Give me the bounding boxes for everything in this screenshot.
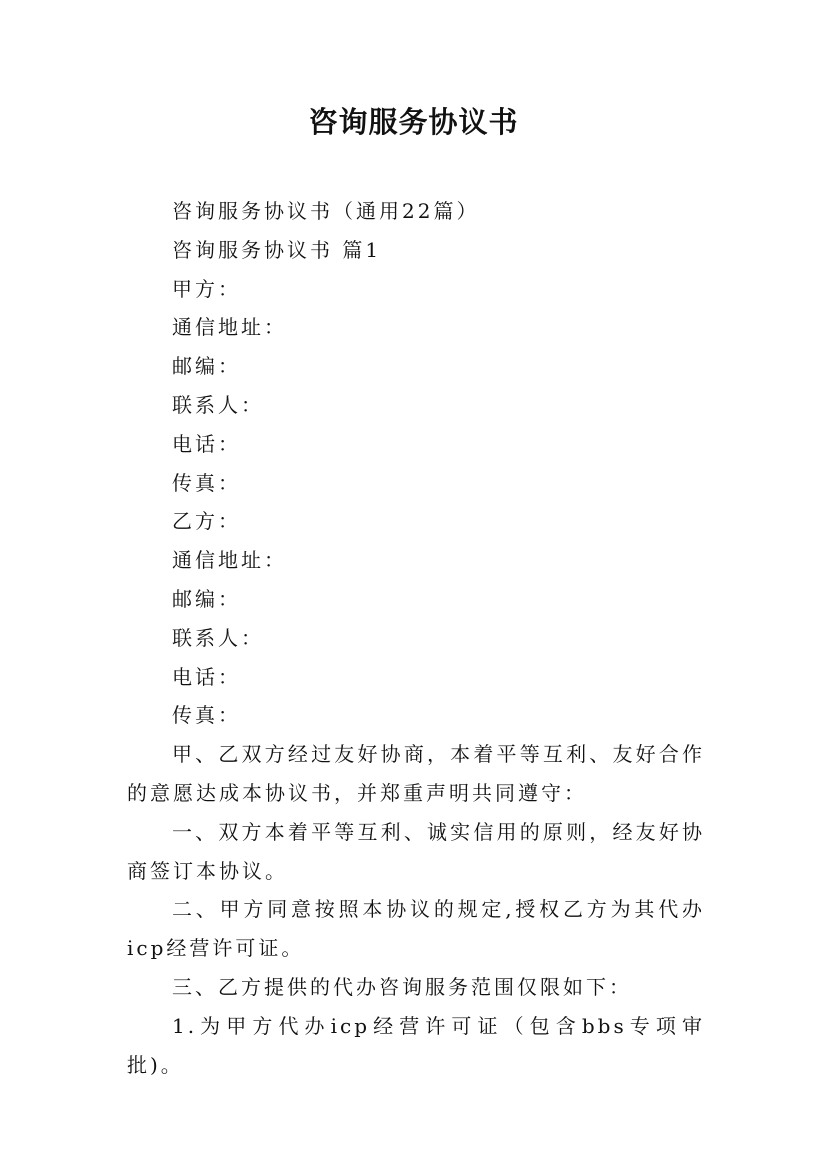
party-a-address: 通信地址： bbox=[172, 315, 287, 340]
agreement-paragraph: 甲、乙双方经过友好协商，本着平等互利、友好合作的意愿达成本协议书，并郑重声明共同遵守： bbox=[127, 742, 705, 805]
party-a-label: 甲方： bbox=[172, 276, 241, 301]
party-a-postcode: 邮编： bbox=[172, 354, 241, 379]
party-a-fax: 传真： bbox=[172, 470, 241, 495]
party-a-phone: 电话： bbox=[172, 431, 241, 456]
party-b-label: 乙方： bbox=[172, 509, 241, 534]
agreement-paragraph: 一、双方本着平等互利、诚实信用的原则，经友好协商签订本协议。 bbox=[127, 819, 705, 883]
party-b-fax: 传真： bbox=[172, 703, 241, 728]
document-subtitle: 咨询服务协议书（通用22篇） bbox=[172, 199, 480, 223]
document-body bbox=[127, 192, 705, 1084]
document-title: 咨询服务协议书 bbox=[308, 105, 519, 139]
party-b-phone: 电话： bbox=[172, 664, 241, 689]
party-a-contact: 联系人： bbox=[172, 392, 264, 417]
agreement-paragraph: 二、甲方同意按照本协议的规定,授权乙方为其代办icp经营许可证。 bbox=[127, 897, 705, 961]
party-b-postcode: 邮编： bbox=[172, 586, 241, 611]
party-b-address: 通信地址： bbox=[172, 548, 287, 573]
agreement-paragraph: 三、乙方提供的代办咨询服务范围仅限如下： bbox=[172, 974, 632, 999]
agreement-paragraph: 1.为甲方代办icp经营许可证（包含bbs专项审批)。 bbox=[127, 1013, 705, 1077]
section-heading: 咨询服务协议书 篇1 bbox=[172, 237, 382, 262]
party-b-contact: 联系人： bbox=[172, 625, 264, 650]
